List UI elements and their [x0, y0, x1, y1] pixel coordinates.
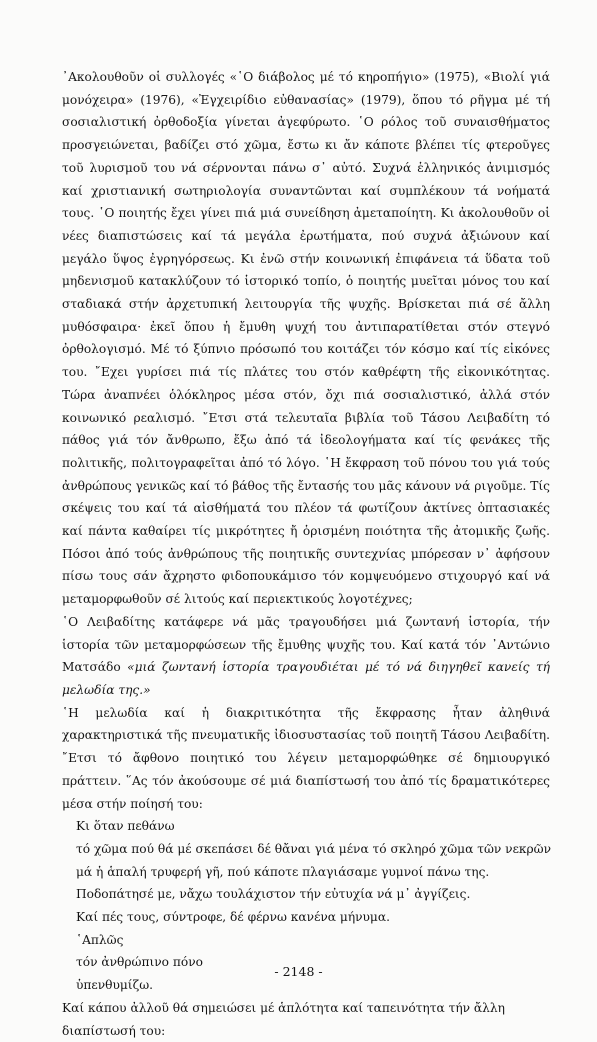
italic-quote: «μιά ζωντανή ἱστορία τραγουδιέται μέ τό νά διηγηθεῖ κανείς τή μελωδία της.» — [62, 660, 550, 697]
poem-line: Ποδοπάτησέ με, νἄχω τουλάχιστον τήν εὐτυχία νά μ᾿ ἀγγίζεις. — [76, 887, 471, 902]
poem-line: τόν ἀνθρώπινο πόνο — [76, 955, 203, 970]
poem-line: τό χῶμα πού θά μέ σκεπάσει δέ θἄναι γιά μένα τό σκληρό χῶμα τῶν νεκρῶν — [76, 841, 552, 856]
paragraph-text: ῾Ο Λειβαδίτης κατάφερε νά μᾶς τραγουδήσει μιά ζωντανή ἱστορία, τήν ἱστορία τῶν μεταμορφώσεων τῆς ἔμυθης ψυχῆς του. Καί κατά τόν ᾿Αντώνιο Ματσάδο — [62, 614, 550, 675]
poem-line: Κι ὅταν πεθάνω — [76, 819, 175, 834]
body-text — [62, 66, 550, 1042]
paragraph: ᾿Ακολουθοῦν οἱ συλλογές «῾Ο διάβολος μέ τό κηροπήγιο» (1975), «Βιολί γιά μονόχειρα» (1976), «Ἐγχειρίδιο εὐθανασίας» (1979), ὅπου τό ρῆγμα μέ τή σοσιαλιστική ὀρθοδοξία γίνεται ἀγεφύρωτο. ῾Ο ρόλος τοῦ συναισθήματος προσγειώνεται, βαδίζει στό χῶμα, ἔστω κι ἄν κάποτε βλέπει τίς φτεροῦγες τοῦ λυρισμοῦ του νά σέρνονται πάνω σ᾿ αὐτό. Συχνά ἑλληνικός ἀνιμισμός καί χριστιανική σωτηριολογία συναντῶνται καί συμπλέκουν τά νοήματά τους. ῾Ο ποιητής ἔχει γίνει πιά μιά συνείδηση ἀμεταποίητη. Κι ἀκολουθοῦν οἱ νέες διαπιστώσεις καί τά μεγάλα ἐρωτήματα, πού συχνά ἀξιώνουν καί μεγάλο ὕψος ἐγρηγόρσεως. Κι ἐνῶ στήν κοινωνική ἐπιφάνεια τά ὕδατα τοῦ μηδενισμοῦ κατακλύζουν τό ἱστορικό τοπίο, ὁ ποιητής μυεῖται μόνος του καί σταδιακά στήν ἀρχετυπική λειτουργία τῆς ψυχῆς. Βρίσκεται πιά σέ ἄλλη μυθόσφαιρα· ἐκεῖ ὅπου ἡ ἔμυθη ψυχή του ἀντιπαρατίθεται στόν στεγνό ὀρθολογισμό. Μέ τό ξύπνιο πρόσωπό του κοιτάζει τόν κόσμο καί τίς εἰκόνες του. ῎Εχει γυρίσει πιά τίς πλάτες του στόν καθρέφτη τῆς εἰκονικότητας. Τώρα ἀναπνέει ὁλόκληρος μέσα στόν, ὄχι πιά σοσιαλιστικό, ἀλλά στόν κοινωνικό ρεαλισμό. ῎Ετσι στά τελευταῖα βιβλία τοῦ Τάσου Λειβαδίτη τό πάθος γιά τόν ἄνθρωπο, ἔξω ἀπό τά ἰδεολογήματα καί τίς φενάκες τῆς πολιτικῆς, πολιτογραφεῖται ἀπό τό λόγο. ῾Η ἔκφραση τοῦ πόνου του γιά τούς ἀνθρώπους γενικῶς καί τό βάθος τῆς ἔντασής του μᾶς κάνουν νά ριγοῦμε. Τίς σκέψεις του καί τά αἰσθήματά του πλέον τά φωτίζουν ἀκτίνες ὀπτασιακές καί πάντα καθαίρει τίς μικρότητες ἤ ὁρισμένη ποιότητα τῆς ἀτομικῆς ζωῆς. Πόσοι ἀπό τούς ἀνθρώπους τῆς ποιητικῆς συντεχνίας μπόρεσαν ν᾿ ἀφήσουν πίσω τους σάν ἄχρηστο φιδοπουκάμισο τόν κομψευόμενο στιχουργό καί νά μεταμορφωθοῦν σέ λιτούς καί περιεκτικούς λογοτέχνες; — [62, 70, 550, 607]
poem-line: μά ἡ ἁπαλή τρυφερή γῆ, πού κάποτε πλαγιάσαμε γυμνοί πάνω της. — [76, 864, 490, 879]
paragraph-with-quote — [62, 611, 550, 702]
page-number: - 2148 - — [274, 964, 323, 979]
paragraph: Καί κάπου ἀλλοῦ θά σημειώσει μέ ἁπλότητα καί ταπεινότητα τήν ἄλλη διαπίστωσή του: — [62, 1000, 505, 1038]
paragraph: ῾Η μελωδία καί ἡ διακριτικότητα τῆς ἔκφρασης ἦταν ἀληθινά χαρακτηριστικά τῆς πνευματικῆς ἰδιοσυστασίας τοῦ ποιητῆ Τάσου Λειβαδίτη. ῎Ετσι τό ἄφθονο ποιητικό του λέγειν μεταμορφώθηκε σέ δημιουργικό πράττειν. ῞Ας τόν ἀκούσουμε σέ μιά διαπίστωσή του ἀπό τίς δραματικότερες μέσα στήν ποίησή του: — [62, 705, 550, 811]
poem-line: Καί πές τους, σύντροφε, δέ φέρνω κανένα μήνυμα. — [76, 910, 390, 925]
poem-line: ῾Απλῶς — [76, 932, 124, 947]
poem-line: ὑπενθυμίζω. — [76, 978, 154, 993]
